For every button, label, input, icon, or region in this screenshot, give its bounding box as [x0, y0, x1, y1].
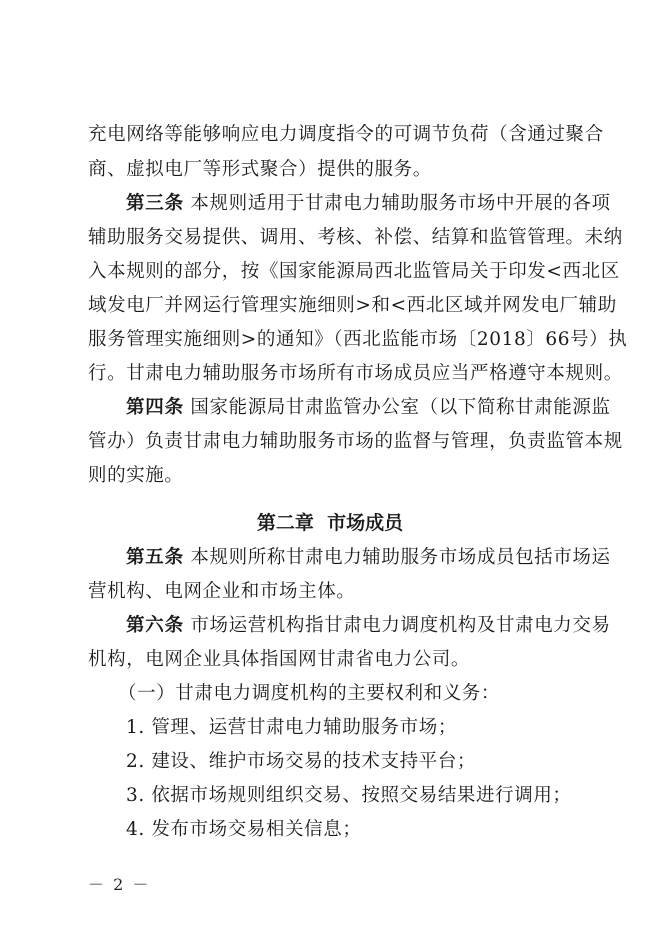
article-4-line-3: 则的实施。: [88, 465, 184, 486]
article-5-line-1: [126, 545, 611, 571]
chapter-heading: 第二章 市场成员: [256, 512, 404, 534]
list-item: 3. 依据市场规则组织交易、按照交易结果进行调用；: [126, 785, 572, 806]
article-3-line-3: 入本规则的部分，按《国家能源局西北监管局关于印发<西北区: [88, 261, 620, 282]
article-5-text: 本规则所称甘肃电力辅助服务市场成员包括市场运: [190, 547, 611, 568]
article-3-line-5: 服务管理实施细则>的通知》（西北监能市场〔2018〕66号）执: [88, 329, 628, 350]
article-4-line-1: [126, 395, 611, 421]
article-5-line-2: 营机构、电网企业和市场主体。: [88, 581, 356, 602]
page-number: － 2 －: [88, 875, 151, 894]
article-6-line-2: 机构，电网企业具体指国网甘肃省电力公司。: [88, 649, 471, 670]
article-6-line-1: [126, 613, 611, 639]
list-item: 1. 管理、运营甘肃电力辅助服务市场；: [126, 717, 457, 738]
article-3-line-2: 辅助服务交易提供、调用、考核、补偿、结算和监管管理。未纳: [88, 227, 623, 248]
article-4-number: 第四条: [126, 397, 184, 418]
intro-line-2: 商、虚拟电厂等形式聚合）提供的服务。: [88, 159, 432, 180]
article-3-line-6: 行。甘肃电力辅助服务市场所有市场成员应当严格遵守本规则。: [88, 363, 623, 384]
article-3-line-4: 域发电厂并网运行管理实施细则>和<西北区域并网发电厂辅助: [88, 295, 617, 316]
article-5-number: 第五条: [126, 547, 184, 568]
list-item: 4. 发布市场交易相关信息；: [126, 819, 362, 840]
article-6-text: 市场运营机构指甘肃电力调度机构及甘肃电力交易: [190, 615, 611, 636]
article-3-number: 第三条: [126, 193, 184, 214]
article-4-text: 国家能源局甘肃监管办公室（以下简称甘肃能源监: [190, 397, 611, 418]
intro-line-1: 充电网络等能够响应电力调度指令的可调节负荷（含通过聚合: [88, 124, 604, 145]
article-3-line-1: [126, 191, 611, 217]
article-4-line-2: 管办）负责甘肃电力辅助服务市场的监督与管理，负责监管本规: [88, 431, 623, 452]
subsection-heading: （一）甘肃电力调度机构的主要权利和义务：: [118, 683, 501, 704]
list-item: 2. 建设、维护市场交易的技术支持平台；: [126, 751, 477, 772]
article-6-number: 第六条: [126, 615, 184, 636]
article-3-text: 本规则适用于甘肃电力辅助服务市场中开展的各项: [190, 193, 611, 214]
